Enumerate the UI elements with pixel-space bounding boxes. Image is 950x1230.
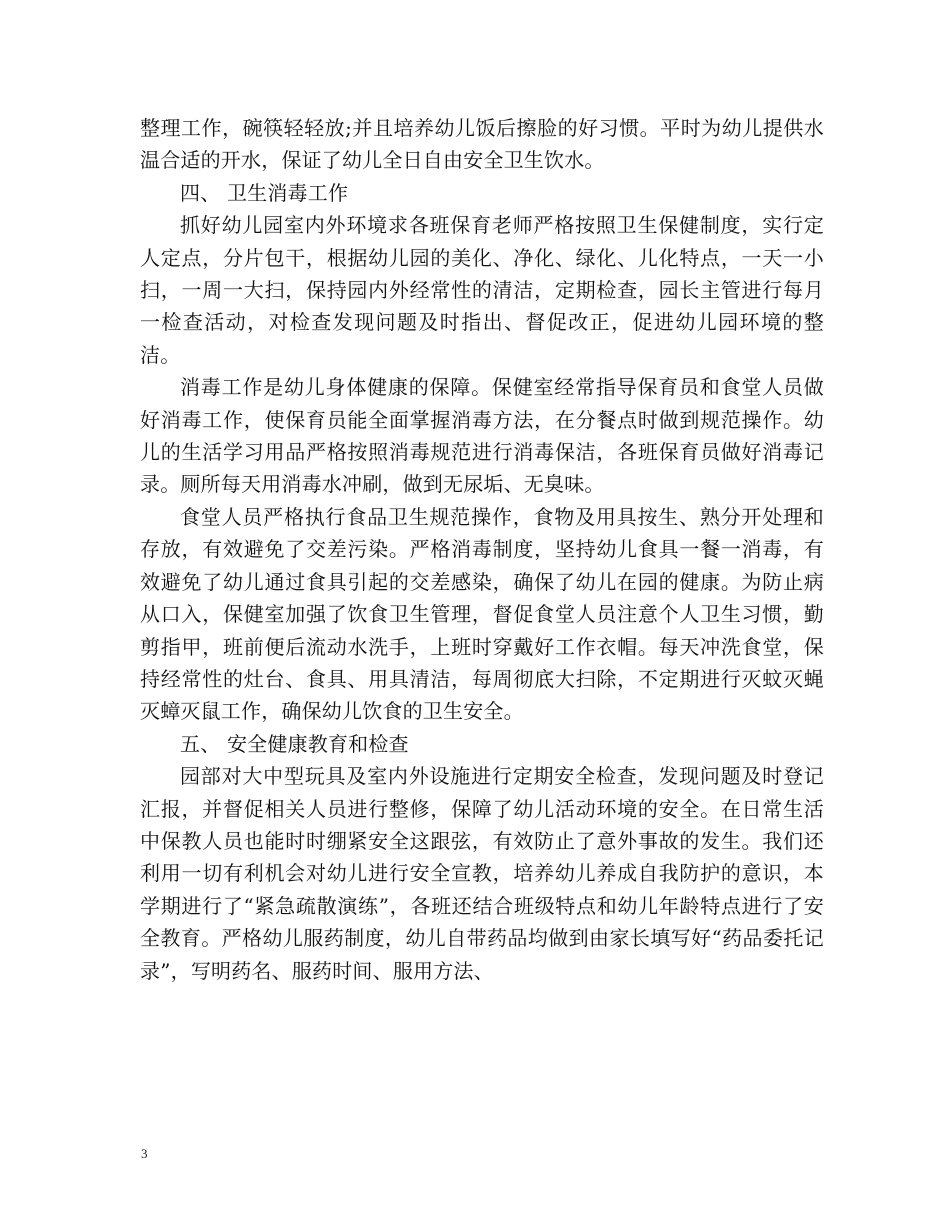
paragraph-environment: 抓好幼儿园室内外环境求各班保育老师严格按照卫生保健制度，实行定人定点，分片包干，根据幼儿园的美化、净化、绿化、儿化特点，一天一小扫，一周一大扫，保持园内外经常性的清洁，定期检查，园长主管进行每月一检查活动，对检查发现问题及时指出、督促改正，促进幼儿园环境的整洁。 — [140, 213, 824, 367]
paragraph-canteen: 食堂人员严格执行食品卫生规范操作，食物及用具按生、熟分开处理和存放，有效避免了交差污染。严格消毒制度，坚持幼儿食具一餐一消毒，有效避免了幼儿通过食具引起的交差感染，确保了幼儿在园的健康。为防止病从口入，保健室加强了饮食卫生管理，督促食堂人员注意个人卫生习惯，勤剪指甲，班前便后流动水洗手，上班时穿戴好工作衣帽。每天冲洗食堂，保持经常性的灶台、食具、用具清洁，每周彻底大扫除，不定期进行灭蚊灭蝇灭蟑灭鼠工作，确保幼儿饮食的卫生安全。 — [140, 504, 824, 724]
paragraph-disinfection: 消毒工作是幼儿身体健康的保障。保健室经常指导保育员和食堂人员做好消毒工作，使保育员能全面掌握消毒方法，在分餐点时做到规范操作。幼儿的生活学习用品严格按照消毒规范进行消毒保洁，各班保育员做好消毒记录。厕所每天用消毒水冲刷，做到无尿垢、无臭味。 — [140, 375, 824, 497]
paragraph-continuation: 整理工作，碗筷轻轻放;并且培养幼儿饭后擦脸的好习惯。平时为幼儿提供水温合适的开水，保证了幼儿全日自由安全卫生饮水。 — [140, 116, 824, 173]
page-body — [140, 112, 824, 987]
page-number: 3 — [141, 1146, 148, 1161]
section-heading-safety: 五、 安全健康教育和检查 — [180, 731, 409, 756]
section-heading-disinfection: 四、 卫生消毒工作 — [180, 180, 349, 205]
paragraph-safety: 园部对大中型玩具及室内外设施进行定期安全检查，发现问题及时登记汇报，并督促相关人员进行整修，保障了幼儿活动环境的安全。在日常生活中保教人员也能时时绷紧安全这跟弦，有效防止了意外事故的发生。我们还利用一切有利机会对幼儿进行安全宣教，培养幼儿养成自我防护的意识，本学期进行了“紧急疏散演练”，各班还结合班级特点和幼儿年龄特点进行了安全教育。严格幼儿服药制度，幼儿自带药品均做到由家长填写好“药品委托记录”，写明药名、服药时间、服用方法、 — [140, 764, 824, 983]
